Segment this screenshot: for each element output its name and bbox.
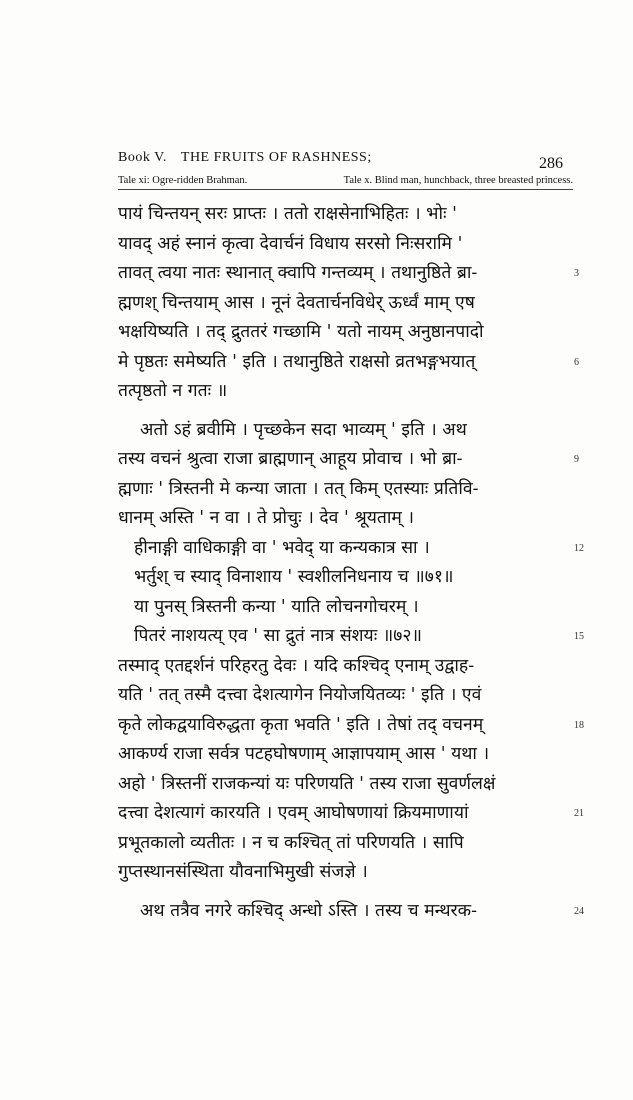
- running-head: [118, 150, 558, 166]
- page-number: 286: [539, 155, 563, 172]
- text-line: [118, 770, 548, 800]
- line-text: या पुनस् त्रिस्तनी कन्या ' याति लोचनगोचरम् ।: [134, 596, 419, 617]
- line-text: तावत् त्वया नातः स्थानात् क्वापि गन्तव्यम् । तथानुष्ठिते ब्रा-: [118, 263, 478, 283]
- line-text: भर्तुश् च स्याद् विनाशाय ' स्वशीलनिधनाय च ॥७१॥: [134, 567, 454, 587]
- text-line: [118, 475, 548, 505]
- verse-line: [118, 622, 584, 652]
- text-line: [118, 711, 584, 741]
- line-text: अहो ' त्रिस्तनीं राजकन्यां यः परिणयति ' तस्य राजा सुवर्णलक्षं: [118, 773, 496, 794]
- line-text: हीनाङ्गी वाधिकाङ्गी वा ' भवेद् या कन्यकात्र सा ।: [134, 537, 430, 558]
- text-line: [118, 445, 579, 475]
- text-line: [118, 799, 584, 829]
- line-text: मे पृष्ठतः समेष्यति ' इति । तथानुष्ठिते राक्षसो व्रतभङ्गभयात्: [118, 351, 476, 372]
- line-text: भक्षयिष्यति । तद् द्रुततरं गच्छामि ' यतो नायम् अनुष्ठानपादो: [118, 322, 484, 342]
- line-number: 18: [574, 719, 584, 731]
- text-line: [118, 200, 548, 230]
- line-text: कृते लोकद्वयाविरुद्धता कृता भवति ' इति । तेषां तद् वचनम्: [118, 714, 484, 735]
- line-text: तस्माद् एतद्दर्शनं परिहरतु देवः । यदि कश्चिद् एनाम् उद्वाह-: [118, 655, 475, 676]
- line-number: 3: [574, 268, 579, 279]
- text-line: [118, 259, 579, 289]
- line-text: प्रभूतकालो व्यतीतः । न च कश्चित् तां परिणयति । सापि: [118, 832, 464, 853]
- line-text: यावद् अहं स्नानं कृत्वा देवार्चनं विधाय सरसो निःसरामि ': [118, 233, 463, 254]
- text-line: [118, 740, 548, 770]
- line-text: आकर्ण्य राजा सर्वत्र पटहघोषणाम् आज्ञापयाम् आस ' यथा ।: [118, 744, 490, 764]
- line-text: तत्पृष्ठतो न गतः ॥: [118, 381, 228, 401]
- text-line: [118, 416, 548, 446]
- line-text: पायं चिन्तयन् सरः प्राप्तः । ततो राक्षसेनाभिहितः । भोः ': [118, 204, 457, 224]
- verse-line: [118, 593, 548, 623]
- text-line: [118, 652, 548, 682]
- paragraph-gap: [118, 888, 548, 897]
- line-number: 24: [574, 905, 584, 917]
- line-number: 15: [574, 631, 584, 642]
- line-number: 9: [574, 454, 579, 465]
- text-line: [118, 377, 548, 407]
- line-text: तस्य वचनं श्रुत्वा राजा ब्राह्मणान् आहूय प्रोवाच । भो ब्रा-: [118, 449, 463, 469]
- text-line: [118, 348, 579, 378]
- chapter-title: THE FRUITS OF RASHNESS;: [180, 150, 372, 165]
- line-text: ह्मणाः ' त्रिस्तनी मे कन्या जाता । तत् किम् एतस्याः प्रतिवि-: [118, 478, 479, 499]
- tale-subheader: [118, 175, 573, 190]
- text-line: [118, 858, 548, 888]
- text-line: [118, 289, 548, 319]
- tale-right: Tale x. Blind man, hunchback, three breasted princess.: [343, 175, 573, 186]
- text-line: [118, 504, 548, 534]
- text-line: [118, 829, 548, 859]
- line-number: 21: [574, 808, 584, 819]
- line-text: यति ' तत् तस्मै दत्त्वा देशत्यागेन नियोजयितव्यः ' इति । एवं: [118, 685, 482, 705]
- line-text: दत्त्वा देशत्यागं कारयति । एवम् आघोषणायां क्रियमाणायां: [118, 803, 469, 823]
- text-line: [118, 897, 584, 927]
- book-label: Book V.: [118, 150, 167, 165]
- line-number: 12: [574, 542, 584, 554]
- line-text: पितरं नाशयत्य् एव ' सा द्रुतं नात्र संशयः ॥७२॥: [134, 626, 422, 646]
- tale-left: Tale xi: Ogre-ridden Brahman.: [118, 175, 248, 186]
- line-number: 6: [574, 356, 579, 368]
- line-text: ह्मणश् चिन्तयाम् आस । नूनं देवतार्चनविधेर् ऊर्ध्वं माम् एष: [118, 292, 475, 313]
- verse-line: [118, 563, 548, 593]
- text-line: [118, 681, 548, 711]
- text-line: [118, 230, 548, 260]
- paragraph-gap: [118, 407, 548, 416]
- verse-line: [118, 534, 584, 564]
- line-text: अथ तत्रैव नगरे कश्चिद् अन्धो ऽस्ति । तस्य च मन्थरक-: [140, 900, 478, 921]
- line-text: अतो ऽहं ब्रवीमि । पृच्छकेन सदा भाव्यम् ' इति । अथ: [140, 419, 467, 440]
- sanskrit-text-body: [118, 200, 584, 926]
- text-line: [118, 318, 548, 348]
- line-text: गुप्तस्थानसंस्थिता यौवनाभिमुखी संजज्ञे ।: [118, 862, 368, 882]
- line-text: धानम् अस्ति ' न वा । ते प्रोचुः । देव ' श्रूयताम् ।: [118, 508, 415, 528]
